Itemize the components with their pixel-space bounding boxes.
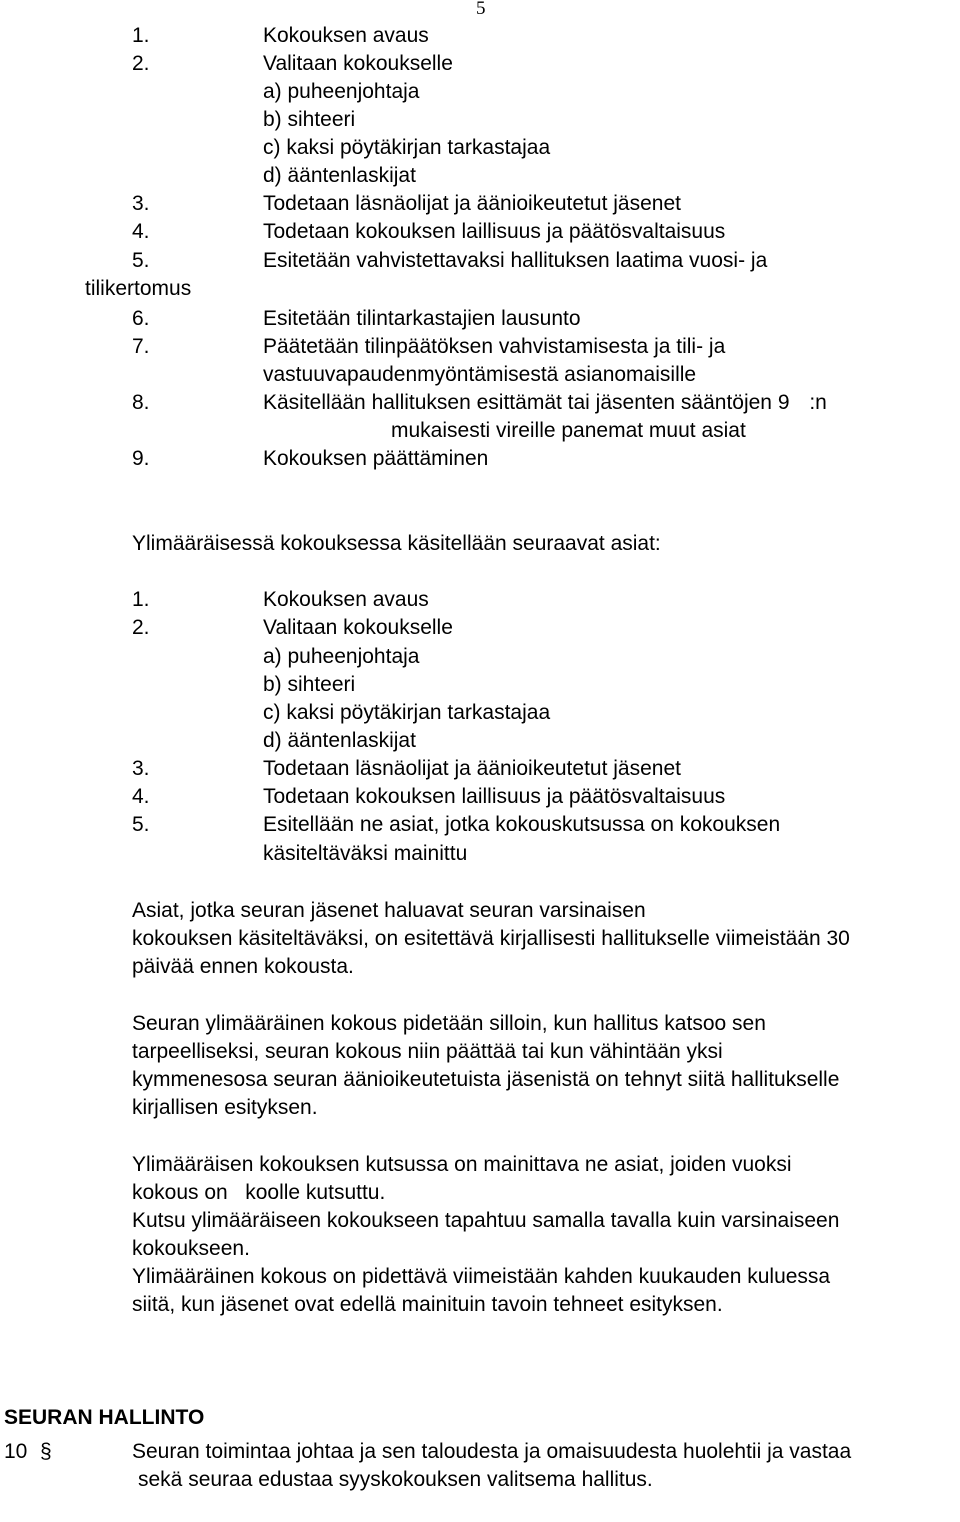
agenda-subitem: d) ääntenlaskijat <box>263 164 416 187</box>
paragraph-line: kymmenesosa seuran äänioikeutetuista jäsenistä on tehnyt siitä hallitukselle <box>132 1068 840 1091</box>
section-text: sekä seuraa edustaa syyskokouksen valitsema hallitus. <box>138 1468 653 1491</box>
agenda-item: Valitaan kokoukselle <box>263 616 453 639</box>
agenda-item: Esitetään vahvistettavaksi hallituksen laatima vuosi- ja <box>263 249 768 272</box>
agenda-item: Valitaan kokoukselle <box>263 52 453 75</box>
agenda-item: Esitetään tilintarkastajien lausunto <box>263 307 581 330</box>
paragraph-line: kokous on koolle kutsuttu. <box>132 1181 386 1204</box>
agenda-number: 3. <box>132 192 150 215</box>
extra-meeting-heading: Ylimääräisessä kokouksessa käsitellään seuraavat asiat: <box>132 532 661 555</box>
paragraph-line: Kutsu ylimääräiseen kokoukseen tapahtuu samalla tavalla kuin varsinaiseen <box>132 1209 840 1232</box>
agenda-number: 6. <box>132 307 150 330</box>
agenda-item: Kokouksen päättäminen <box>263 447 489 470</box>
agenda-number: 4. <box>132 220 150 243</box>
paragraph-line: kokouksen käsiteltäväksi, on esitettävä kirjallisesti hallitukselle viimeistään 30 <box>132 927 850 950</box>
paragraph-line: kirjallisen esityksen. <box>132 1096 318 1119</box>
agenda-item-continuation: tilikertomus <box>85 277 192 300</box>
agenda-number: 7. <box>132 335 150 358</box>
agenda-item: Kokouksen avaus <box>263 24 429 47</box>
section-sign: § <box>40 1440 52 1463</box>
paragraph-line: Ylimääräinen kokous on pidettävä viimeistään kahden kuukauden kuluessa <box>132 1265 831 1288</box>
paragraph-line: Seuran ylimääräinen kokous pidetään silloin, kun hallitus katsoo sen <box>132 1012 766 1035</box>
agenda-item: Todetaan läsnäolijat ja äänioikeutetut jäsenet <box>263 757 681 780</box>
agenda-number: 5. <box>132 813 150 836</box>
agenda-number: 4. <box>132 785 150 808</box>
agenda-number: 3. <box>132 757 150 780</box>
agenda-number: 2. <box>132 616 150 639</box>
paragraph-line: kokoukseen. <box>132 1237 250 1260</box>
agenda-number: 1. <box>132 24 150 47</box>
section-text: Seuran toimintaa johtaa ja sen taloudesta ja omaisuudesta huolehtii ja vastaa <box>132 1440 852 1463</box>
agenda-number: 1. <box>132 588 150 611</box>
agenda-subitem: b) sihteeri <box>263 108 356 131</box>
agenda-item-continuation: vastuuvapaudenmyöntämisestä asianomaisille <box>263 363 697 386</box>
agenda-number: 5. <box>132 249 150 272</box>
section-heading: SEURAN HALLINTO <box>4 1406 205 1429</box>
agenda-item: Käsitellään hallituksen esittämät tai jäsenten sääntöjen 9 :n <box>263 391 827 414</box>
paragraph-line: Asiat, jotka seuran jäsenet haluavat seuran varsinaisen <box>132 899 646 922</box>
section-number: 10 <box>4 1440 28 1463</box>
agenda-item-continuation: käsiteltäväksi mainittu <box>263 842 468 865</box>
agenda-item: Todetaan kokouksen laillisuus ja päätösvaltaisuus <box>263 220 726 243</box>
agenda-number: 9. <box>132 447 150 470</box>
agenda-item: Kokouksen avaus <box>263 588 429 611</box>
agenda-item-continuation: mukaisesti vireille panemat muut asiat <box>391 419 746 442</box>
paragraph-line: siitä, kun jäsenet ovat edellä mainituin tavoin tehneet esityksen. <box>132 1293 723 1316</box>
agenda-number: 8. <box>132 391 150 414</box>
paragraph-line: päivää ennen kokousta. <box>132 955 354 978</box>
agenda-subitem: c) kaksi pöytäkirjan tarkastajaa <box>263 701 551 724</box>
agenda-item: Päätetään tilinpäätöksen vahvistamisesta ja tili- ja <box>263 335 726 358</box>
agenda-item: Todetaan kokouksen laillisuus ja päätösvaltaisuus <box>263 785 726 808</box>
agenda-subitem: c) kaksi pöytäkirjan tarkastajaa <box>263 136 551 159</box>
page-number: 5 <box>476 0 486 19</box>
agenda-subitem: b) sihteeri <box>263 673 356 696</box>
agenda-subitem: a) puheenjohtaja <box>263 645 420 668</box>
paragraph-line: tarpeelliseksi, seuran kokous niin päättää tai kun vähintään yksi <box>132 1040 723 1063</box>
paragraph-line: Ylimääräisen kokouksen kutsussa on mainittava ne asiat, joiden vuoksi <box>132 1153 792 1176</box>
agenda-item: Esitellään ne asiat, jotka kokouskutsussa on kokouksen <box>263 813 781 836</box>
agenda-subitem: d) ääntenlaskijat <box>263 729 416 752</box>
agenda-item: Todetaan läsnäolijat ja äänioikeutetut jäsenet <box>263 192 681 215</box>
agenda-subitem: a) puheenjohtaja <box>263 80 420 103</box>
agenda-number: 2. <box>132 52 150 75</box>
